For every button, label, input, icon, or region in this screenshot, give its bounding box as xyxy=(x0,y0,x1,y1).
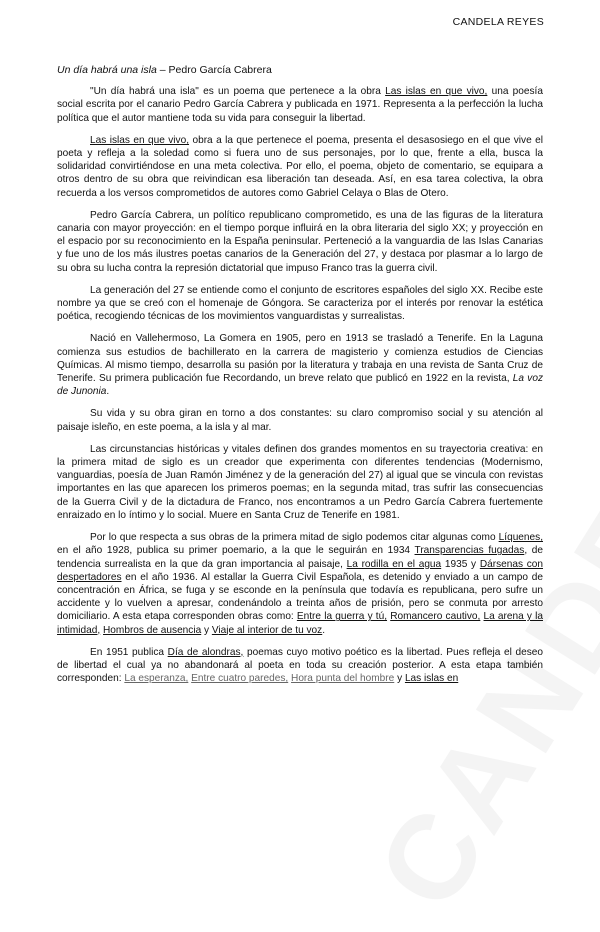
text: Por lo que respecta a sus obras de la primera mitad de siglo podemos citar algunas como xyxy=(90,532,499,544)
work-title: Hora punta del hombre xyxy=(291,673,395,685)
work-title: La arena y la intimidad, xyxy=(57,611,543,636)
paragraph-9 xyxy=(57,646,543,686)
document-title xyxy=(57,64,543,77)
work-title: Viaje al interior de tu voz xyxy=(211,624,323,636)
paragraph-4: La generación del 27 se entiende como el conjunto de escritores españoles del siglo XX. Recibe este nombre ya que se creó con el homenaje de Góngora. Se caracteriza por el interés por renovar la estética poética, recogiendo técnicas de los movimientos vanguardistas y surrealistas. xyxy=(57,284,543,323)
text: poemas cuyo motivo poético es la libertad. Pues refleja el deseo de libertad el cual ya no abandonará al poeta en toda su creación posterior. A esta etapa también corresponden: xyxy=(57,646,543,685)
paragraph-7: Las circunstancias históricas y vitales definen dos grandes momentos en su trayectoria creativa: en la primera mitad de siglo es un creador que experimenta con diferentes tendencias (Modernismo, vanguardias, poesía de Juan Ramón Jiménez y de la generación del 27) al igual que se vincula con revistas importantes en las que aparecen los primeros poemas; en la segunda mitad, tras sufrir las consecuencias de la Guerra Civil y de la dictadura de Franco, nos encontramos a un Pedro García Cabrera fuertemente enraizado en lo íntimo y lo social. Muere en Santa Cruz de Tenerife en 1981. xyxy=(57,443,543,521)
magazine-title: La voz de Junonia xyxy=(57,373,543,398)
work-title: Transparencias fugadas xyxy=(414,545,525,557)
header-author: CANDELA REYES xyxy=(452,16,544,28)
text: obra a la que pertenece el poema, presenta el desasosiego en el que vive el poeta y refleja a la soledad como si fuera uno de sus personajes, por lo que, frente a ella, busca la solidaridad convirtiéndose en una meta colectiva. Por ello, el poema, objeto de comentario, se equipara a otros dentro de su obra que reivindican esa liberación tan deseada. Así, en esa tarea colectiva, la obra recuerda a los versos comprometidos de autores como Gabriel Celaya o Blas de Otero. xyxy=(57,134,543,199)
work-title: Día de alondras, xyxy=(167,646,244,658)
paragraph-6: Su vida y su obra giran en torno a dos constantes: su claro compromiso social y su atención al paisaje isleño, en este poema, a la isla y al mar. xyxy=(57,408,543,433)
text: en el año 1936. Al estallar la Guerra Civil Española, es detenido y enviado a un campo de concentración en África, se fuga y se esconde en la península que todavía es republicana, pero sufre un accidente y lo vuelven a apresar, condenándolo a treinta años de prisión, pero se conmuta por arresto domiciliario. A esta etapa corresponden obras como: xyxy=(57,571,543,623)
document-body xyxy=(57,64,543,694)
work-title: La esperanza, xyxy=(124,673,189,685)
text: , de tendencia surrealista en la que da gran importancia al paisaje, xyxy=(57,545,543,570)
work-title: Entre cuatro paredes, xyxy=(191,673,289,685)
paragraph-5 xyxy=(57,332,543,398)
work-title: Entre la guerra y tú, xyxy=(296,611,388,623)
text: 1935 y xyxy=(441,558,480,570)
title-work: Un día habrá una isla xyxy=(57,64,157,76)
paragraph-3: Pedro García Cabrera, un político republicano comprometido, es una de las figuras de la literatura canaria con mayor proyección: en el tiempo porque influirá en la obra literaria del siglo XX; y proyección en el espacio por su reconocimiento en la España peninsular. Perteneció a la vanguardia de las Islas Canarias y fue uno de los más ilustres poetas canarios de la Generación del 27, y destaca por plasmar a lo largo de su obra su lucha contra la represión dictatorial que impuso Franco tras la guerra civil. xyxy=(57,209,543,274)
paragraph-1 xyxy=(57,85,543,125)
work-link: Las islas en que vivo, xyxy=(385,86,488,98)
work-link: Las islas en que vivo, xyxy=(90,134,190,146)
work-title: Hombros de ausencia xyxy=(103,624,202,636)
work-title: La rodilla en el agua xyxy=(346,558,442,570)
work-title: Las islas en xyxy=(404,673,459,685)
text: . xyxy=(322,624,326,636)
text: Nació en Vallehermoso, La Gomera en 1905, pero en 1913 se trasladó a Tenerife. En la Laguna comienza sus estudios de bachillerato en la carrera de magisterio y comienza estudios de Ciencias Químicas. Al mismo tiempo, desarrolla su pasión por la literatura y trabaja en una revista de Santa Cruz de Tenerife. Su primera publicación fue Recordando, un breve relato que publicó en 1922 en la revista, xyxy=(57,333,543,385)
text: y xyxy=(394,673,405,685)
text: en el año 1928, publica su primer poemario, a la que le seguirán en 1934 xyxy=(57,545,415,557)
title-separator: – xyxy=(156,64,169,76)
text: y xyxy=(201,624,212,636)
text: En 1951 publica xyxy=(90,646,168,658)
text: una poesía social escrita por el canario Pedro García Cabrera y publicada en 1971. Representa a la perfección la lucha política que el autor mantiene toda su vida para conseguir la libertad. xyxy=(57,86,543,124)
work-title: Dársenas con despertadores xyxy=(57,558,543,583)
paragraph-2 xyxy=(57,134,543,200)
paragraph-8 xyxy=(57,531,543,637)
work-title: Romancero cautivo, xyxy=(390,611,481,623)
text: . xyxy=(106,386,110,398)
work-title: Líquenes, xyxy=(498,532,543,544)
title-author: Pedro García Cabrera xyxy=(168,64,272,76)
text: "Un día habrá una isla" es un poema que pertenece a la obra xyxy=(90,86,386,98)
